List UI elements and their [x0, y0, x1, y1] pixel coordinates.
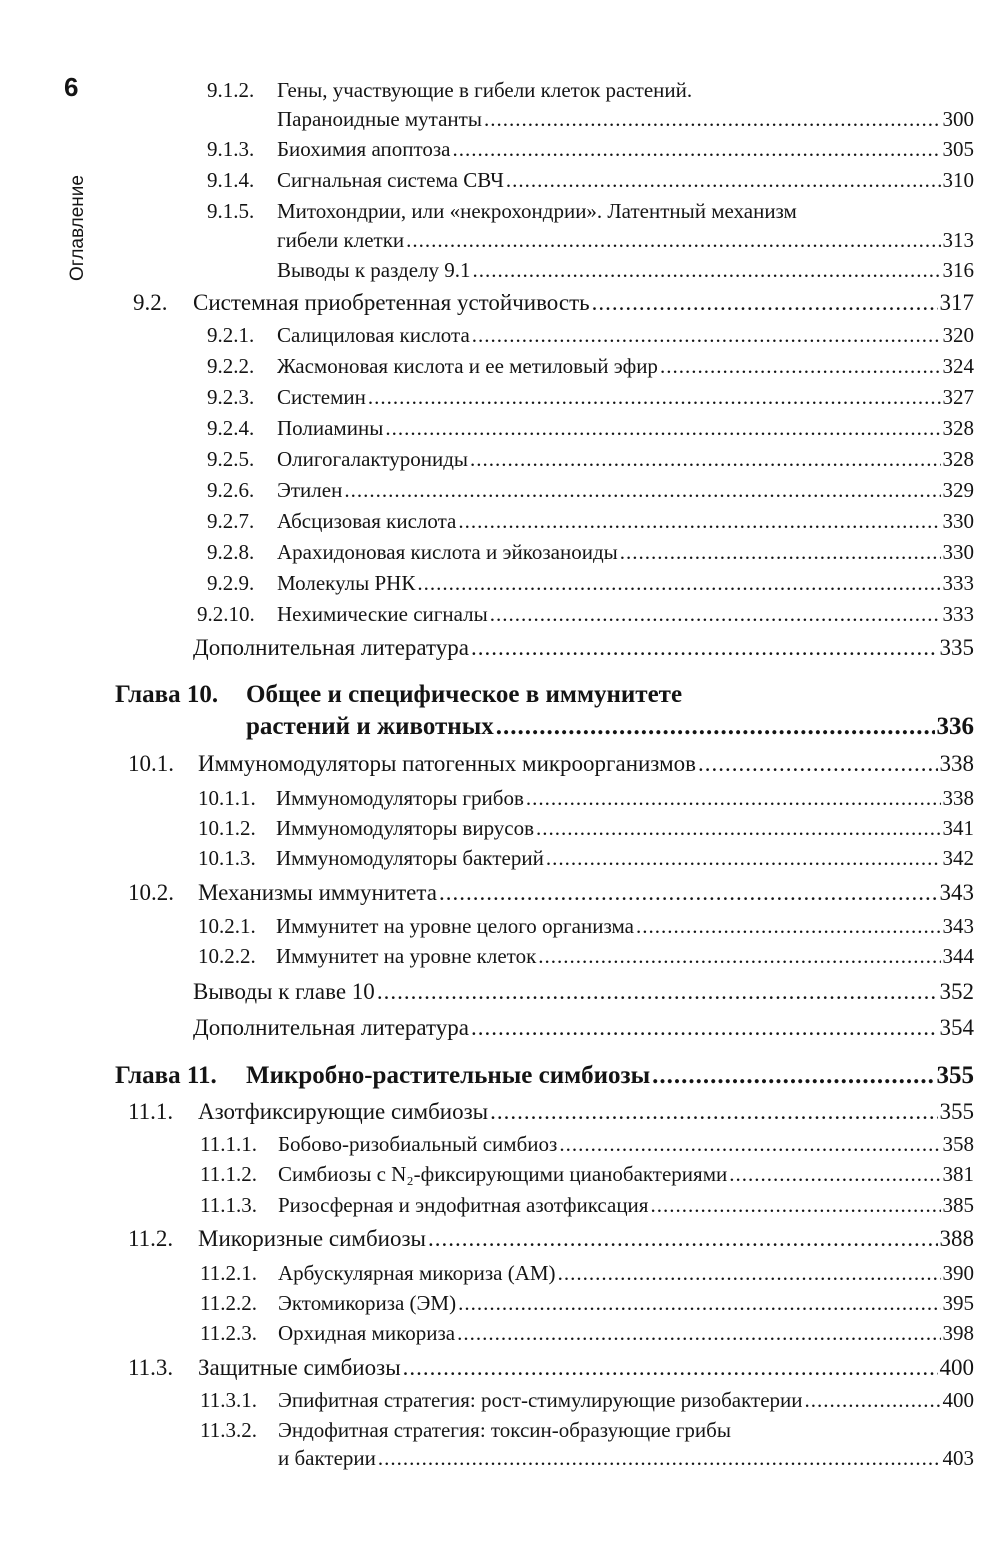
side-section-label: Оглавление	[67, 175, 88, 281]
toc-entry[interactable]	[207, 385, 974, 410]
leader-dots	[368, 385, 941, 410]
toc-entry[interactable]	[207, 478, 974, 503]
entry-number: 11.1.1.	[200, 1132, 257, 1156]
entry-title: Арбускулярная микориза (АМ)	[278, 1261, 556, 1285]
entry-number: 11.1.3.	[200, 1193, 257, 1217]
entry-title: Дополнительная литература	[193, 635, 469, 660]
leader-dots	[439, 880, 938, 906]
toc-entry[interactable]	[128, 880, 974, 906]
toc-entry[interactable]	[200, 1193, 974, 1218]
toc-entry[interactable]	[193, 635, 974, 661]
entry-title: Этилен	[277, 478, 343, 502]
leader-dots	[546, 846, 941, 871]
chapter-page: 336	[936, 713, 974, 740]
entry-number: 9.1.3.	[207, 137, 255, 161]
toc-entry[interactable]	[200, 1321, 974, 1346]
leader-dots	[378, 1446, 941, 1471]
entry-page: 335	[939, 635, 974, 660]
entry-number: 11.1.2.	[200, 1162, 257, 1186]
entry-number: 11.3.	[128, 1355, 174, 1380]
toc-entry[interactable]	[200, 1291, 974, 1316]
entry-page: 395	[942, 1291, 974, 1315]
entry-title: Системная приобретенная устойчивость	[193, 290, 590, 315]
entry-title: Иммуномодуляторы бактерий	[276, 846, 544, 870]
entry-number: 9.1.5.	[207, 199, 255, 223]
leader-dots	[729, 1162, 940, 1187]
leader-dots	[453, 137, 941, 162]
leader-dots	[496, 713, 935, 741]
toc-entry[interactable]	[128, 1099, 974, 1125]
entry-page: 333	[942, 571, 974, 595]
entry-page: 343	[939, 880, 974, 905]
entry-number: 9.2.4.	[207, 416, 255, 440]
entry-page: 330	[942, 540, 974, 564]
entry-page: 385	[942, 1193, 974, 1217]
entry-page: 316	[942, 258, 974, 282]
leader-dots	[471, 1015, 938, 1041]
entry-title: Эпифитная стратегия: рост-стимулирующие ризобактерии	[278, 1388, 803, 1412]
leader-dots	[559, 1132, 940, 1157]
leader-dots	[403, 1355, 938, 1381]
entry-page: 344	[942, 944, 974, 968]
entry-title: Гены, участвующие в гибели клеток растений.	[277, 78, 693, 102]
entry-title: Жасмоновая кислота и ее метиловый эфир	[277, 354, 658, 378]
toc-entry[interactable]	[277, 258, 974, 283]
entry-title: Эндофитная стратегия: токсин-образующие грибы	[278, 1418, 731, 1442]
toc-entry[interactable]	[207, 571, 974, 596]
toc-entry[interactable]	[207, 416, 974, 441]
entry-number: 11.2.	[128, 1226, 174, 1251]
leader-dots	[470, 447, 941, 472]
entry-page: 330	[942, 509, 974, 533]
entry-title: Ризосферная и эндофитная азотфиксация	[278, 1193, 649, 1217]
toc-entry[interactable]	[207, 199, 974, 224]
entry-title: Бобово-ризобиальный симбиоз	[278, 1132, 558, 1156]
entry-page: 342	[942, 846, 974, 870]
entry-title: Симбиозы с N₂-фиксирующими цианобактериями	[278, 1162, 728, 1186]
entry-number: 9.2.6.	[207, 478, 255, 502]
leader-dots	[458, 509, 940, 534]
entry-number: 9.2.3.	[207, 385, 255, 409]
toc-entry[interactable]	[198, 944, 974, 969]
entry-title: Полиамины	[277, 416, 384, 440]
entry-page: 400	[942, 1388, 974, 1412]
entry-title: Эктомикориза (ЭМ)	[278, 1291, 457, 1315]
entry-number: 9.2.	[133, 290, 168, 315]
toc-entry[interactable]	[133, 290, 974, 316]
entry-page: 343	[942, 914, 974, 938]
leader-dots	[592, 290, 938, 316]
entry-title: Биохимия апоптоза	[277, 137, 451, 161]
entry-title: Микоризные симбиозы	[198, 1226, 427, 1251]
leader-dots	[805, 1388, 941, 1413]
leader-dots	[473, 258, 941, 283]
entry-number: 9.2.9.	[207, 571, 255, 595]
toc-entry[interactable]	[278, 1446, 974, 1471]
entry-title: Сигнальная система СВЧ	[277, 168, 504, 192]
leader-dots	[472, 323, 941, 348]
toc-entry[interactable]	[200, 1261, 974, 1286]
entry-title: Иммунитет на уровне клеток	[276, 944, 537, 968]
chapter-entry[interactable]	[115, 681, 974, 709]
entry-title: Орхидная микориза	[278, 1321, 456, 1345]
entry-page: 338	[939, 751, 974, 776]
toc-entry[interactable]	[200, 1388, 974, 1413]
entry-page: 333	[942, 602, 974, 626]
toc-entry[interactable]	[277, 228, 974, 253]
toc-entry[interactable]	[207, 540, 974, 565]
entry-number: 10.2.	[128, 880, 174, 905]
chapter-number: Глава 10.	[115, 681, 219, 708]
entry-title: Иммуномодуляторы патогенных микроорганизмов	[198, 751, 696, 776]
entry-title: Системин	[277, 385, 366, 409]
leader-dots	[385, 416, 940, 441]
toc-entry[interactable]	[198, 914, 974, 939]
entry-number: 10.1.1.	[198, 786, 256, 810]
entry-number: 11.1.	[128, 1099, 174, 1124]
leader-dots	[417, 571, 940, 596]
entry-title: Выводы к главе 10	[193, 979, 375, 1004]
entry-number: 11.3.1.	[200, 1388, 257, 1412]
entry-page: 388	[939, 1226, 974, 1251]
toc-entry[interactable]	[198, 786, 974, 811]
entry-title: Иммунитет на уровне целого организма	[276, 914, 634, 938]
entry-title: Нехимические сигналы	[277, 602, 488, 626]
entry-title: Азотфиксирующие симбиозы	[198, 1099, 489, 1124]
toc-entry[interactable]	[207, 509, 974, 534]
toc-entry[interactable]	[128, 1226, 974, 1252]
leader-dots	[698, 751, 938, 777]
toc-entry[interactable]	[198, 816, 974, 841]
chapter-entry[interactable]	[115, 1062, 974, 1090]
entry-number: 10.1.	[128, 751, 174, 776]
chapter-number: Глава 11.	[115, 1062, 217, 1089]
toc-entry[interactable]	[193, 1015, 974, 1041]
entry-title: и бактерии	[278, 1446, 376, 1470]
entry-page: 381	[942, 1162, 974, 1186]
chapter-title: Общее и специфическое в иммунитете	[246, 681, 683, 708]
toc-entry[interactable]	[128, 1355, 974, 1381]
entry-title: Выводы к разделу 9.1	[277, 258, 471, 282]
leader-dots	[620, 540, 941, 565]
entry-number: 11.2.2.	[200, 1291, 257, 1315]
entry-page: 400	[939, 1355, 974, 1380]
toc-entry[interactable]	[193, 979, 974, 1005]
entry-number: 9.2.1.	[207, 323, 255, 347]
toc-entry[interactable]	[200, 1132, 974, 1157]
entry-number: 10.2.1.	[198, 914, 256, 938]
entry-number: 11.2.3.	[200, 1321, 257, 1345]
toc-entry[interactable]	[198, 846, 974, 871]
toc-entry[interactable]	[200, 1418, 974, 1443]
entry-number: 10.1.2.	[198, 816, 256, 840]
entry-title: Иммуномодуляторы вирусов	[276, 816, 535, 840]
chapter-page: 355	[936, 1062, 974, 1089]
entry-title: Параноидные мутанты	[277, 107, 482, 131]
entry-page: 390	[942, 1261, 974, 1285]
entry-number: 9.2.8.	[207, 540, 255, 564]
entry-page: 403	[942, 1446, 974, 1470]
leader-dots	[538, 944, 940, 969]
entry-page: 317	[939, 290, 974, 315]
entry-title: Защитные симбиозы	[198, 1355, 401, 1380]
entry-number: 9.2.2.	[207, 354, 255, 378]
entry-title: Молекулы РНК	[277, 571, 416, 595]
leader-dots	[457, 1321, 940, 1346]
entry-page: 352	[939, 979, 974, 1004]
page-number: 6	[64, 72, 79, 102]
toc-entry[interactable]	[207, 168, 974, 193]
entry-title: гибели клетки	[277, 228, 405, 252]
entry-number: 9.2.10.	[197, 602, 255, 626]
entry-number: 9.2.7.	[207, 509, 255, 533]
entry-page: 398	[942, 1321, 974, 1345]
entry-number: 9.1.2.	[207, 78, 255, 102]
entry-title: Абсцизовая кислота	[277, 509, 457, 533]
leader-dots	[536, 816, 940, 841]
leader-dots	[558, 1261, 941, 1286]
leader-dots	[526, 786, 941, 811]
entry-page: 329	[942, 478, 974, 502]
entry-page: 300	[942, 107, 974, 131]
toc-entry[interactable]	[128, 751, 974, 777]
toc-entry[interactable]	[277, 107, 974, 132]
entry-number: 10.2.2.	[198, 944, 256, 968]
toc-entry[interactable]	[200, 1162, 974, 1187]
entry-title: Дополнительная литература	[193, 1015, 469, 1040]
entry-page: 354	[939, 1015, 974, 1040]
toc-entry[interactable]	[207, 323, 974, 348]
entry-title: Салициловая кислота	[277, 323, 470, 347]
entry-page: 328	[942, 447, 974, 471]
leader-dots	[344, 478, 940, 503]
entry-page: 338	[942, 786, 974, 810]
entry-page: 327	[942, 385, 974, 409]
leader-dots	[377, 979, 938, 1005]
leader-dots	[428, 1226, 937, 1252]
leader-dots	[506, 168, 941, 193]
leader-dots	[650, 1193, 940, 1218]
toc-entry[interactable]	[197, 602, 974, 627]
toc-entry[interactable]	[207, 354, 974, 379]
entry-number: 9.1.4.	[207, 168, 255, 192]
entry-page: 310	[942, 168, 974, 192]
leader-dots	[406, 228, 940, 253]
leader-dots	[652, 1062, 934, 1090]
entry-title: Митохондрии, или «некрохондрии». Латентный механизм	[277, 199, 797, 223]
entry-page: 313	[942, 228, 974, 252]
leader-dots	[660, 354, 941, 379]
entry-page: 305	[942, 137, 974, 161]
entry-page: 320	[942, 323, 974, 347]
entry-page: 341	[942, 816, 974, 840]
entry-title: Олигогалактурониды	[277, 447, 468, 471]
entry-page: 328	[942, 416, 974, 440]
entry-page: 358	[942, 1132, 974, 1156]
toc-entry[interactable]	[207, 447, 974, 472]
entry-title: Механизмы иммунитета	[198, 880, 437, 905]
leader-dots	[484, 107, 941, 132]
leader-dots	[490, 602, 941, 627]
entry-number: 9.2.5.	[207, 447, 255, 471]
entry-number: 11.3.2.	[200, 1418, 257, 1442]
leader-dots	[471, 635, 938, 661]
entry-page: 355	[939, 1099, 974, 1124]
leader-dots	[636, 914, 941, 939]
chapter-title: растений и животных	[246, 713, 494, 740]
entry-page: 324	[942, 354, 974, 378]
leader-dots	[458, 1291, 940, 1316]
entry-number: 11.2.1.	[200, 1261, 257, 1285]
chapter-title: Микробно-растительные симбиозы	[246, 1062, 651, 1089]
entry-number: 10.1.3.	[198, 846, 256, 870]
entry-title: Арахидоновая кислота и эйкозаноиды	[277, 540, 618, 564]
toc-entry[interactable]	[207, 137, 974, 162]
chapter-entry[interactable]	[246, 713, 974, 741]
toc-entry[interactable]	[207, 78, 974, 103]
entry-title: Иммуномодуляторы грибов	[276, 786, 524, 810]
leader-dots	[490, 1099, 937, 1125]
